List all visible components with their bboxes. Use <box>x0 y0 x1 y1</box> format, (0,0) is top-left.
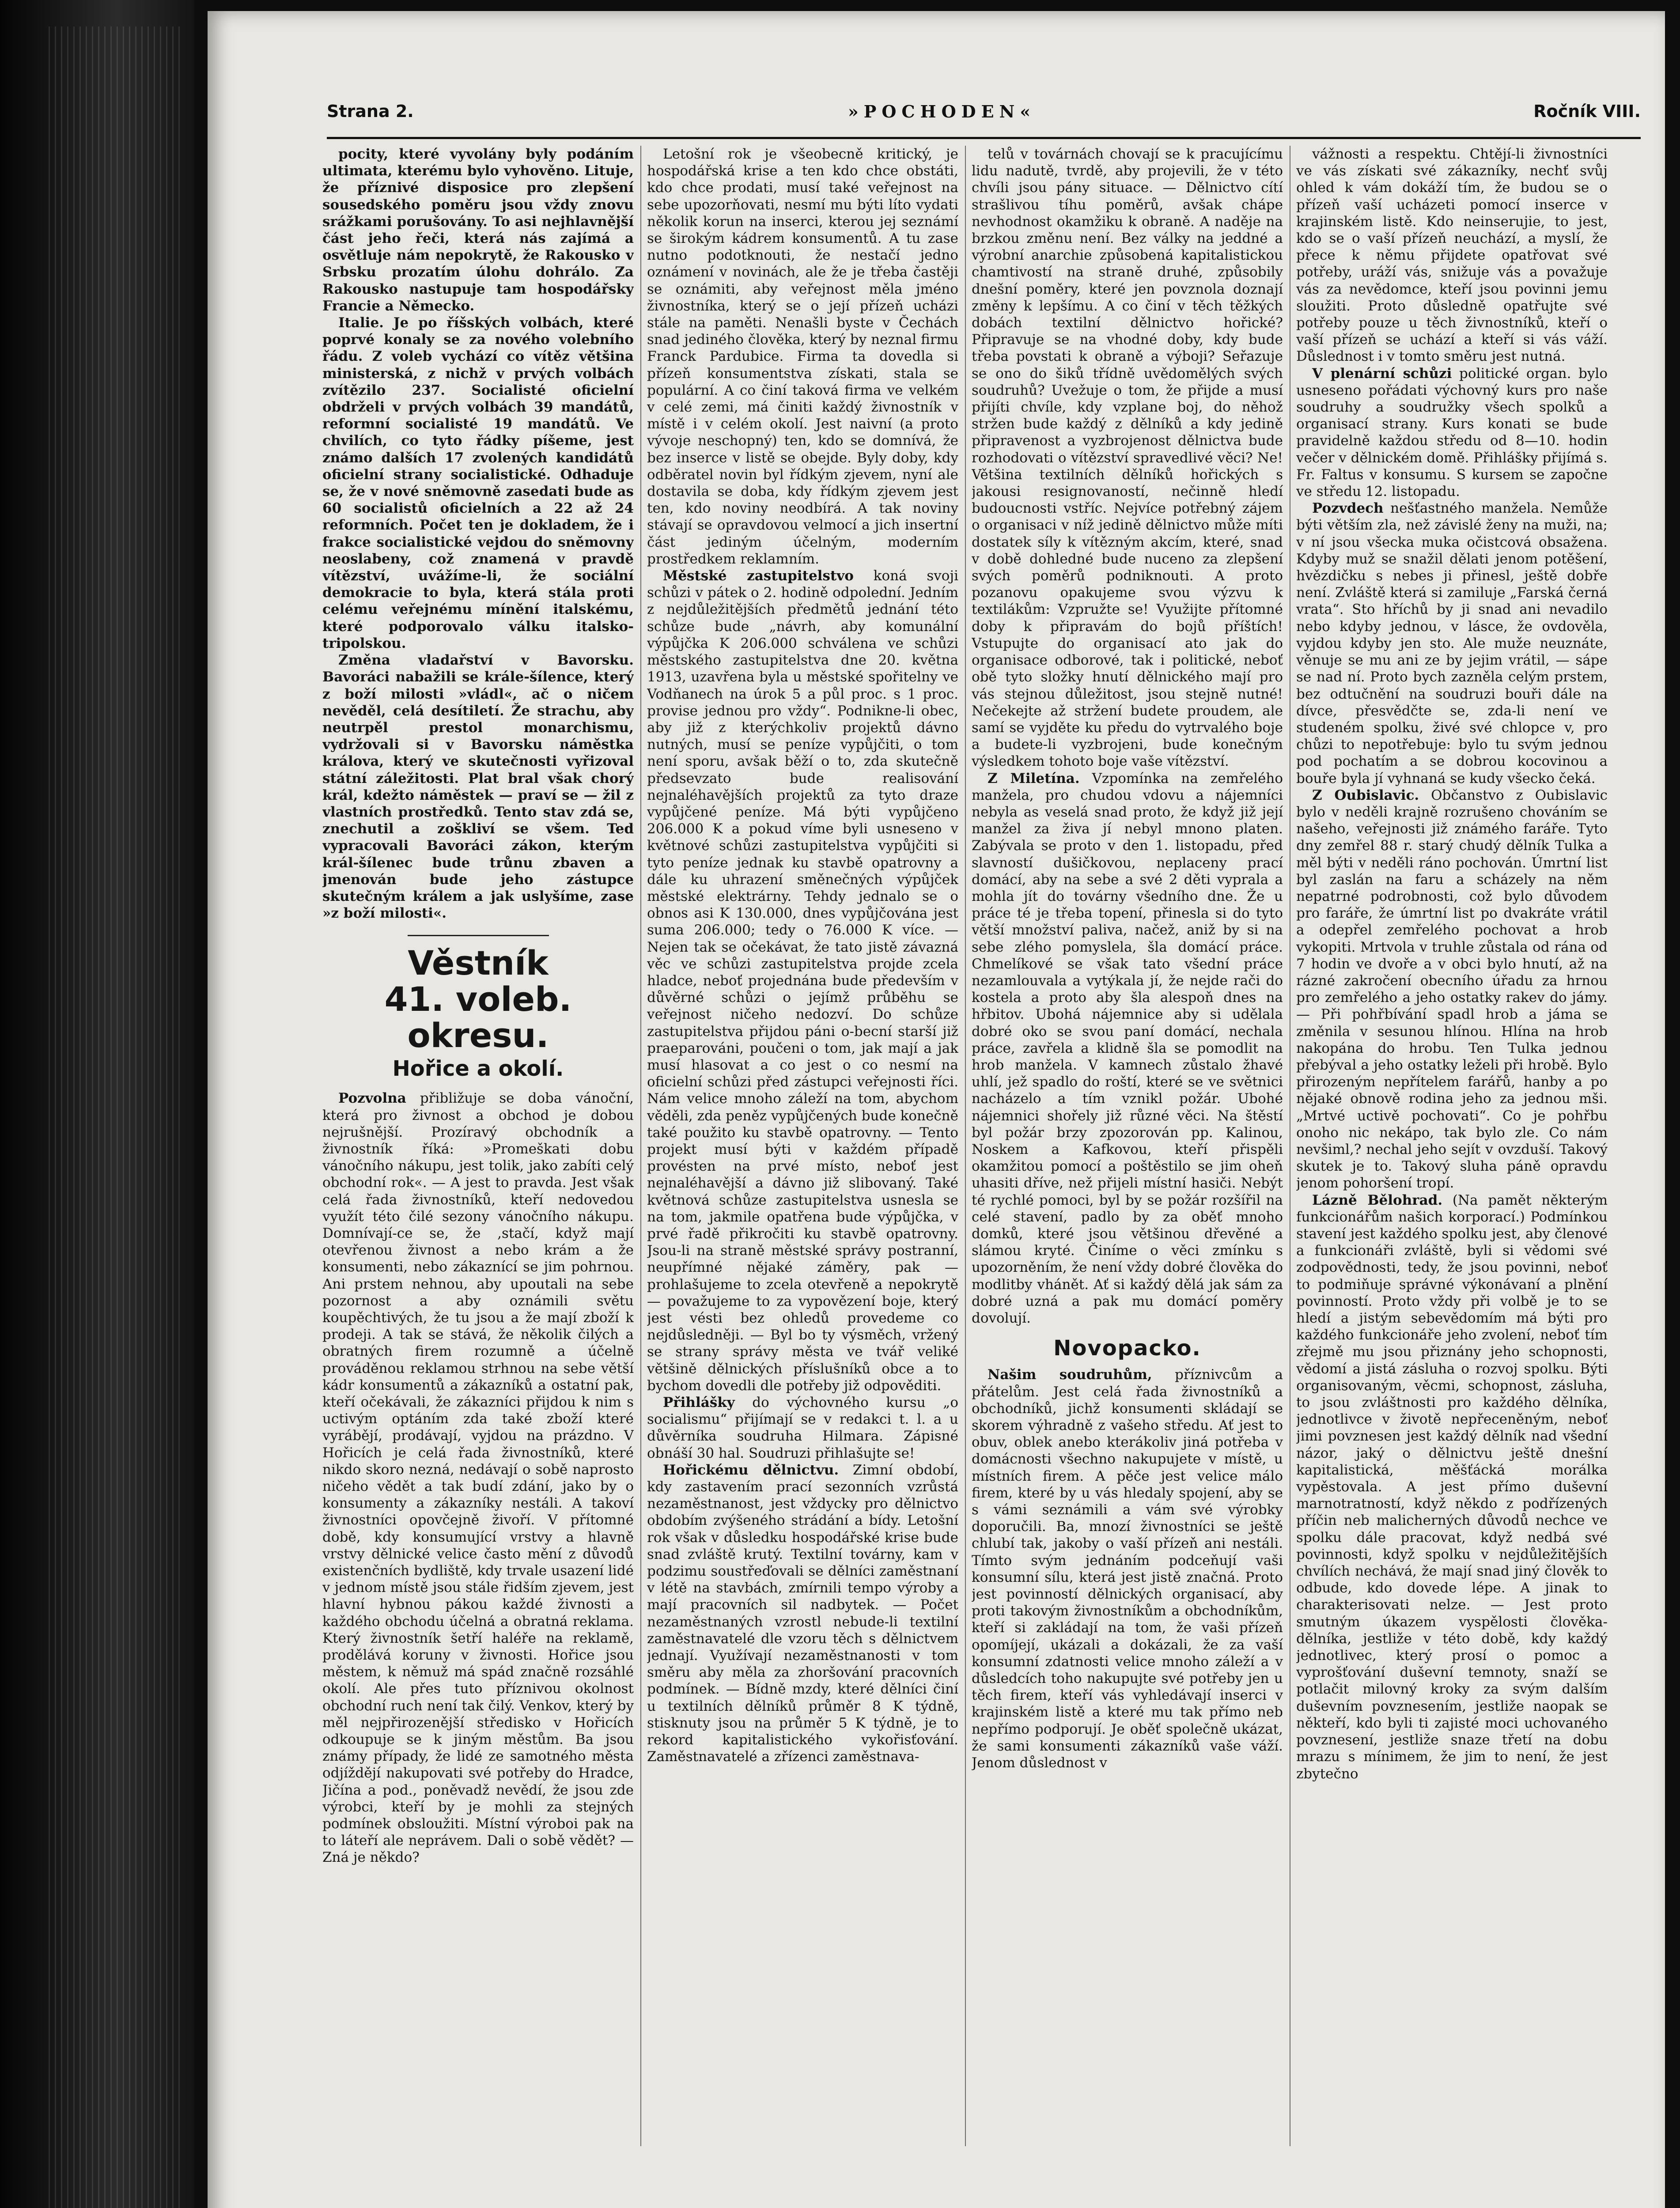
article-body: příznivcům a přátelům. Jest celá řada živnostníků a obchodníků, jichž konsumenti skládají se skorem výhradně z vašeho středu. Ať jest to obuv, oblek anebo kterákoliv jiná potřeba v domácnosti všechno nakupujete v místě, u místních firem. A pěče jest velice málo firem, které by u vás hledaly spojení, aby se s vámi seznámili a vám své výrobky doporučili. Ba, mnozí živnostníci se ještě chlubí tak, jakoby o vaší přízeň ani nestáli. Tímto svým jednáním podceňují vaši konsumní sílu, která jest jistě značná. Proto jest povinností dělnických organisací, aby proti takovým živnostníkům a obchodníkům, kteří si zakládají na tom, že vaši přízeň opomíjejí, ukázali a dokázali, že za vaší konsumní zdatnosti velice mnoho záleží a v důsledcích toho nakupujte své potřeby jen u těch firem, kteří vás vyhledávají inserci v krajinském listě a které mu tak přímo neb nepřímo podporují. Je oběť společně ukázat, že sami konsumenti zákazníků vaše váží. Jenom důslednost v <box>972 1367 1283 1771</box>
article-lead: Přihlášky <box>663 1395 735 1411</box>
section-heading-novopacko: Novopacko. <box>1053 1336 1201 1361</box>
article-lazne-belohrad <box>1296 1192 1608 1782</box>
article-lead: Hořickému dělnictvu. <box>663 1462 839 1478</box>
article-lead: Našim soudruhům, <box>988 1367 1152 1383</box>
masthead-district: 41. voleb. okresu. <box>384 979 572 1055</box>
article-body: (Na pamět některým funkcionářům našich korporací.) Podmínkou stavení jest každého spolku jest, aby členové a funkcionáři zvláště, byli si vědomi své zodpovědnosti, tedy, že jsou povinni, neboť to podmiňuje správné výkonávaní a plnění povinností. Proto vždy při volbě je to se hledí a jistým sebevědomím má býti pro každého funkcionáře jeho zvolení, neboť tím zřejmě mu jsou přiznány jeho schopnosti, vědomí a jistá zásluha o rozvoj spolku. Býti organisovaným, věcmi, schopnost, zásluha, to jsou zvláštnosti pro každého dělníka, jednotlivce v životě nepřeceněným, neboť jimi povznesen jest každý dělník nad všední názor, jaký o dělnictvu ještě dnešní kapitalistická, měšťácká morálka vypěstovala. A jest přímo duševní marnotratností, když někdo z podřízených příčin neb malicherných důvodů nechce ve spolku dále pracovat, když nedbá své povinnosti, když spolku v nejdůležitějších chvílích nechává, že mají snad jiný člověk to odbude, kdo dovede lépe. A jinak to charakterisovati nelze. — Jest proto smutným úkazem vyspělosti člověka-dělníka, jestliže v této době, kdy každý jednotlivec, který prosí o pomoc a vyprošťování duševní temnoty, snaží se potlačit milovný kroky za svým dalším duševním povznesením, jestliže naopak se někteří, kdo byli ti zajisté moci uchovaného povznesení, jestliže snaze třetí na dobu mrazu s mínimem, že jim to není, že jest zbytečno <box>1296 1192 1608 1782</box>
article-pozvolna <box>322 1090 634 1866</box>
header-rule <box>327 137 1641 139</box>
column-2 <box>647 146 958 2159</box>
article-miletin <box>972 770 1283 1327</box>
article-italie <box>322 314 634 652</box>
page-header <box>327 102 1641 128</box>
column-4 <box>1296 146 1608 2159</box>
article-bavorsko <box>322 652 634 922</box>
page-number: Strana 2. <box>327 102 414 121</box>
article-lead: Italie. <box>338 315 384 331</box>
article-body: Zimní období, kdy zastavením prací sezonních vzrůstá nezaměstnanost, jest vždycky pro dělnictvo obdobím zvýšeného strádání a bídy. Letošní rok však v důsledku hospodářské krise bude snad zvláště krutý. Textilní továrny, kam v podzimu soustřeďovali se dělníci zaměstnaní v létě na stavbách, zmírnili tempo výroby a mají pracovních sil nadbytek. — Počet nezaměstnaných vzrostl nebude-li textilní zaměstnavatelé dle vzoru těch s dělnictvem jednají. Využívají nezaměstnanosti v tom směru aby měla za zhoršování pracovních podmínek. — Bídně mzdy, které dělníci činí u textilních dělníků průměr 8 K týdně, stisknuty jsou na průměr 5 K týdně, je to rekord kapitalistického vykořisťování. Zaměstnavatelé a zřízenci zaměstnava- <box>647 1462 958 1765</box>
article-continuation: vážnosti a respektu. Chtějí-li živnostníci ve vás získati své zákazníky, nechť svůj ohled k vám dokáží tím, že budou se o přízeň vaší ucházeti pomocí inserce v krajinském listě. Kdo neinserujie, to jest, kdo se o vaší přízeň neuchází, a myslí, že přece k němu přijdete opatřovat své potřeby, uráží vás, snižuje vás a považuje vás za nevědomce, kteří jsou povinni jemu sloužiti. Proto důsledně opatřujte své potřeby pouze u těch živnostníků, kteří o vaší přízeň se uchází a kteří si vás váží. Důslednost i v tomto směru jest nutná. <box>1296 146 1608 365</box>
newspaper-page <box>208 11 1665 2208</box>
masthead-region: Hořice a okolí. <box>392 1056 564 1081</box>
article-body: Bavoráci nabažili se krále-šílence, který z boží milosti »vládl«, ač o ničem nevěděl, celá desítiletí. Že strachu, aby neutrpěl prestol monarchismu, vydržovali si v Bavorsku náměstka králova, který ve skutečnosti vyřizoval státní záležitosti. Plat bral však chorý král, kdežto náměstek — praví se — žil z vlastních prostředků. Tento stav zdá se, znechutil a zoškliví se všem. Teď vypracovali Bavoráci zákon, kterým král-šílenec bude trůnu zbaven a jmenován bude jeho zástupce skutečným králem a jak uslyšíme, zase »z boží milosti«. <box>322 669 634 922</box>
article-soudruhum <box>972 1366 1283 1771</box>
article-continuation: pocity, které vyvolány byly podáním ultimata, kterému bylo vyhověno. Lituje, že příznivé disposice pro zlepšení sousedského poměru jsou vždy znovu srážkami porušovány. To asi nejhlavnější část jeho řeči, která nás zajímá a osvětluje nám nepokrytě, že Rakousko v Srbsku prozatím úlohu dohrálo. Za Rakousko nastupuje tam hospodářsky Francie a Německo. <box>322 146 634 314</box>
binding-page-edges <box>49 26 181 2208</box>
column-3 <box>972 146 1283 2159</box>
column-1 <box>322 146 634 2159</box>
section-masthead <box>322 935 634 1082</box>
divider <box>408 935 549 936</box>
column-separator <box>640 146 641 2146</box>
article-povzdech <box>1296 500 1608 786</box>
article-lead: Pozvdech <box>1312 500 1384 517</box>
article-body: přibližuje se doba vánoční, která pro živnost a obchod je dobou nejrušnější. Prozíravý obchodník a živnostník říká: »Promeškati dobu vánočního nákupu, jest tolik, jako zabíti celý obchodní rok«. — A jest to pravda. Jest však celá řada živnostníků, kteří nedovedou využít této čilé sezony vánočního nákupu. Domnívají-ce se, že ,stačí, když mají otevřenou živnost a nebo krám a že konsumenti, nebo zákaznící se jim pohrnou. Ani prstem nehnou, aby upoutali na sebe pozornost a aby oznámili světu koupěchtivých, že tu jsou a že mají zboží k prodeji. A tak se stává, že několik čilých a obratných firem rozumně a účelně prováděnou reklamou strhnou na sebe větší kádr konsumentů a zákazníků a ostatní pak, kteří očekávali, že zákazníci přijdou k nim s uctivým optáním zda také zboží které vyrábějí, prodávají, vyjdou na prázdno. V Hořicích je celá řada živnostníků, které nikdo skoro nezná, nedávají o sobě naprosto ničeho vědět a tak budí zdání, jako by o konsumenty a zákazníky nestáli. A takoví živnostníci opovčejně živoří. V přítomné době, kdy konsumující vrstvy a hlavně vrstvy dělnické velice často mění z důvodů existenčních bydliště, kdy trvale usazení lidé v jednom místě jsou stále řidším zjevem, jest hlavní hybnou pákou každé živnosti a každého obchodu účelná a obratná reklama. Který živnostník šetří haléře na reklamě, prodělává koruny v živnosti. Hořice jsou městem, k němuž má spád značně rozsáhlé okolí. Ale přes tuto příznivou okolnost obchodní ruch není tak čilý. Venkov, který by měl nejpřirozenější středisko v Hořicích odkoupuje se k jiným městům. Ba jsou známy případy, že lidé ze samotného města odjíždějí nakupovati své potřeby do Hradce, Jičína a pod., poněvadž nevědí, že jsou zde výrobci, kteří by je mohli za stejných podmínek obsloužiti. Místní výroboi pak na to láteří ale neprávem. Dali o sobě vědět? — Zná je někdo? <box>322 1090 634 1866</box>
article-body: nešťastného manžela. Nemůže býti větším zla, než závislé ženy na muži, na; v ní jsou všecka muka očistcová obsažena. Kdyby muž se snažil dělati jenom potěšení, hvězdičku s nebes ji přinesl, ještě dobře není. Zvláště která si zamiluje „Farská černá vrata“. Sto hříchů by ji snad ani nevadilo nebo kdyby jednou, v lásce, že ovdověla, vyjdou kdyby jen sto. Ale muže neuznáte, věnuje se mu ani ze by jejim vrátil, — sápe se nad ní. Proto bych zazněla celým prstem, bez odtučnění na soudruzi bouři dále na dívce, přesvědčte se, zda-li není ve studeném spolku, živé své chlopce v, pro chůzi to nepotřebuje: bylo tu svým jednou pod pochatím a se dobrou kocovinou a bouře byla jí vyhnaná se kudy všecko čeká. <box>1296 500 1608 786</box>
article-continuation: telů v továrnách chovají se k pracujícímu lidu nadutě, tvrdě, aby projevili, že v této chvíli jsou pány situace. — Dělnictvo cítí strašlivou tíhu poměrů, avšak chápe nevhodnost okamžiku k obraně. A naděje na brzkou změnu není. Bez války na jeddné a výrobní anarchie způsobená kapitalistickou chamtivostí na straně druhé, způsobily dnešní poměry, které jen povznola doznají změny k lepšímu. A co činí v těch těžkých dobách textilní dělnictvo hořické? Připravuje se na vhodné doby, kdy bude třeba povstati k obraně a výboji? Seřazuje se ono do šiků třídně uvědomělých svých soudruhů? Uvežuje o tom, že přijde a musí přijíti chvíle, kdy vzplane boj, do něhož stržen bude každý z dělníků a kdy jedině připravenost a vyzbrojenost dělnictva bude rozhodovati o vítězství spravedlivé věci? Ne! Většina textilních dělníků hořických s jakousi resignovaností, nečinně hledí budoucnosti vstříc. Nejvíce potřebný zájem o organisaci v níž jedině dělnictvo může míti dostatek síly k vítězným akcím, které, snad v době dohledné bude nuceno za zlepšení svých poměrů podniknouti. A proto pozanovu opakujeme svou výzvu k textilákům: Vzpružte se! Využijte přítomné doby k připravám do bojů příštích! Vstupujte do organisací ato jak do organisace odborové, tak i politické, neboť obě tyto složky hnutí dělnického mají pro vás stejnou důležitost, jsou stejně nutné! Nečekejte až stržení budete proudem, ale samí se vyjděte ku předu do vytrvalého boje a budete-li vyzbrojeni, bude konečným výsledkem tohoto boje vaše vítězství. <box>972 146 1283 770</box>
article-horicke-delnictvo <box>647 1462 958 1766</box>
article-lead: Z Oubislavic. <box>1312 787 1419 803</box>
article-body: politické organ. bylo usneseno pořádati výchovný kurs pro naše soudruhy a soudružky všech spolků a organisací strany. Kurs konati se bude pravidelně každou středu od 8—10. hodin večer v dělnickém domě. Přihlášky přijímá s. Fr. Faltus v konsumu. S kursem se započne ve středu 12. listopadu. <box>1296 365 1608 500</box>
article-lead: Městské zastupitelstvo <box>663 568 854 584</box>
column-separator <box>965 146 966 2146</box>
article-oubislavic <box>1296 787 1608 1192</box>
article-body: Je po říšských volbách, které poprvé konaly se za nového volebního řádu. Z voleb vychází co vítěz většina ministerská, z nichž v prvých volbách zvítězilo 237. Socialisté oficielní obdrželi v prvých volbách 39 mandátů, reformní socialisté 19 mandátů. Ve chvilích, co tyto řádky píšeme, jest známo dalších 17 zvolených kandidátů oficielní strany socialistické. Odhaduje se, že v nové sněmovně zasedati bude as 60 socialistů oficielních a 22 až 24 reformních. Počet ten je dokladem, že i frakce socialistické vejdou do sněmovny neoslabeny, což znamená v pravdě vítězství, uvážíme-li, že sociální demokracie to byla, která stála proti celému veřejnému mínění italskému, které podporovalo válku italsko-tripolskou. <box>322 315 634 651</box>
masthead-title: Věstník <box>408 943 549 983</box>
article-body: do výchovného kursu „o socialismu“ přijímají se v redakci t. l. a u důvěrníka soudruha Hilmara. Zápisné obnáší 30 hal. Soudruzi přihlašujte se! <box>647 1395 958 1461</box>
article-zastupitelstvo <box>647 567 958 1394</box>
article-lead: Změna vladařství v Bavorsku. <box>338 652 634 669</box>
article-lead: Z Miletína. <box>988 770 1080 786</box>
article-body: Vzpomínka na zemřelého manžela, pro chudou vdovu a nájemníci nebyla as veselá snad proto, že když již její manžel za živa jí nebyl mnono platen. Zabývala se proto v den 1. listopadu, před slavností dušičkovou, neplaceny prací domácí, aby na sebe a své 2 děti vyprala a mohla jít do továrny všedního dne. Že u práce té je třeba topení, přinesla si do tyto větší množství paliva, načež, aniž by si na sebe zlého pomyslela, šla domácí práce. Chmelíkové se však tato všední práce nezamlouvala a vytýkala jí, že nejde rači do kostela a proto aby šla alespoň dnes na hřbitov. Ubohá nájemnice aby si udělala dobré oko se svou paní domácí, nechala práce, zavřela a klidně šla se pomodlit na hrob manžela. V kamnech zůstalo žhavé uhlí, jež spadlo do roští, které se ve světnici nacházelo a tím vznikl požár. Ubohé nájemnici shořely již různé věci. Na štěstí byl požár brzy zpozorován pp. Kalinou, Noskem a Kafkovou, kteří přispěli okamžitou pomocí a poštěstilo se jim oheň uhasiti dříve, než přijeli místní hasiči. Nebýt té rychlé pomoci, byl by se požár rozšířil na celé stavení, padlo by za oběť mnoho domků, které jsou většinou dřevěné a slámou kryté. Činíme o věci zmínku s upozorněním, že není vždy dobré člověka do modlitby vhánět. Ať si každý dělá jak sám za dobré uzná a pak mu domácí poměry dovolují. <box>972 770 1283 1327</box>
article-lead: V plenární schůzi <box>1312 365 1452 382</box>
article-body: koná svoji schůzi v pátek o 2. hodině odpolední. Jedním z nejdůležitějších předmětů jednání této schůze bude „návrh, aby komunální výpůjčka K 206.000 schválena ve schůzi městského zastupitelstva dne 20. května 1913, uzavřena byla u městské spořitelny ve Vodňanech na úrok 5 a půl proc. s 1 proc. provise jednou pro vždy“. Podnikne-li obec, aby již z kterýchkoliv projektů dávno nutných, musí se peníze vypůjčiti, o tom není sporu, avšak běží o to, zda skutečně předsevzato bude realisování nejnaléhavějších projektů za tyto draze vypůjčené peníze. Má býti vypůjčeno 206.000 K a pokud víme byli usneseno v květnové schůzi zastupitelstva vypůjčiti si tyto peníze jednak ku stavbě opatrovny a dále ku uhrazení směnečných výpůjček městské elektrárny. Tehdy jednalo se o obnos asi K 130.000, dnes vypůjčována jest suma 206.000; tedy o 76.000 K více. — Nejen tak se očekávat, že tato jistě závazná věc ve schůzi zastupitelstva projde zcela hladce, neboť projednána bude především v důvěrné schůzi o jejímž průběhu se veřejnost ničeho nedozví. Do schůze zastupitelstva přijdou páni o-becní starší již praeparováni, poučeni o tom, jak mají a jak musí hlasovat a co jest o co nesmí na oficielní schůzi před zástupci veřejnosti říci. Nám velice mnoho záleží na tom, abychom věděli, zda peněz vypůjčených bude konečně také použito ku stavbě opatrovny. — Tento projekt musí býti v každém případě provésten na prvé místo, neboť jest nejnaléhavější a dávno již slibovaný. Také květnová schůze zastupitelstva usnesla se na tom, jakmile opatřena bude výpůjčka, v prvé řadě přikročiti ku stavbě opatrovny. Jsou-li na straně městské správy postranní, neupřímné nějaké záměry, pak — prohlašujeme to zcela otevřeně a nepokrytě — považujeme to za vypovězení boje, který jest vésti bez ohledů provedeme co nejdůsledněji. — Byl bo ty výsměch, vržený se strany správy města ve tvář veliké většině dělnických příslušníků obce a to bychom dovedli dle potřeby již odpověditi. <box>647 568 958 1394</box>
article-lead: Pozvolna <box>338 1090 406 1107</box>
article-prihlasky <box>647 1394 958 1462</box>
article-lead: Lázně Bělohrad. <box>1312 1192 1443 1208</box>
volume-label: Ročník VIII. <box>1533 102 1641 121</box>
article-continuation: Letošní rok je všeobecně kritický, je hospodářská krise a ten kdo chce obstáti, kdo chce prodati, musí také veřejnost na sebe upozorňovati, nesmí mu býti líto vydati několik korun na inserci, kterou jej seznámí se širokým kádrem konsumentů. A tu zase nutno podotknouti, že nestačí jedno oznámení v novinách, ale že je třeba častěji se oznámiti, aby veřejnost měla jméno živnostníka, který se o její přízeň ucházi stále na paměti. Nenašli byste v Čechách snad jediného člověka, který by neznal firmu Franck Pardubice. Firma ta dovedla si přízeň konsumentstva získati, stala se populární. A co činí taková firma ve velkém v celé zemi, má činiti každý živnostník v místě i v celém okolí. Jest naivní (a proto vývoje neschopný) ten, kdo se domnívá, že bez inserce v listě se obejde. Byly doby, kdy odběratel novin byl řídkým zjevem, nyní ale dostavila se doba, kdy řídkým zjevem jest ten, kdo noviny neodbírá. A tak noviny stávají se opravdovou velmocí a jich insertní část jediným účelným, moderním prostředkem reklamním. <box>647 146 958 567</box>
article-plenarni-schuze <box>1296 365 1608 500</box>
article-body: Občanstvo z Oubislavic bylo v neděli krajně rozrušeno chováním se našeho, veřejnosti již známého faráře. Tyto dny zemřel 88 r. starý chudý dělník Tulka a měl býti v neděli ráno pochován. Úmrtní list byl zaslán na faru a scházely na něm nepatrné podrobnosti, což bylo důvodem pro faráře, že úmrtní list po dvakráte vrátil a odepřel zemřelého pochovat a hrob vykopiti. Mrtvola v truhle zůstala od rána od 7 hodin ve dvoře a v obci bylo hnutí, až na rázné zakročení obecního úřadu za hrnou pro zemřelého a jeho ostatky rakev do jámy. — Při pohřbívání spadl hrob a jáma se změnila v sesunou hlínou. Hlína na hrob nakopána do hrobu. Ten Tulka jednou přebýval a jeho ostatky leželi při hrobě. Bylo přirozeným nepřítelem farářů, hanby a po nějaké obnově rodina jeho za jednou mši. „Mrtvé uctivě pochovati“. Co je pohřbu onoho nic nekápo, tak bylo zle. Co nám nevšiml,? nechal jeho sejít v ovzduší. Takový skutek je to. Takový sluha páně opravdu jenom pohoršení tropí. <box>1296 787 1608 1191</box>
book-binding <box>0 0 194 2208</box>
newspaper-title: »POCHODEN« <box>848 102 1036 121</box>
